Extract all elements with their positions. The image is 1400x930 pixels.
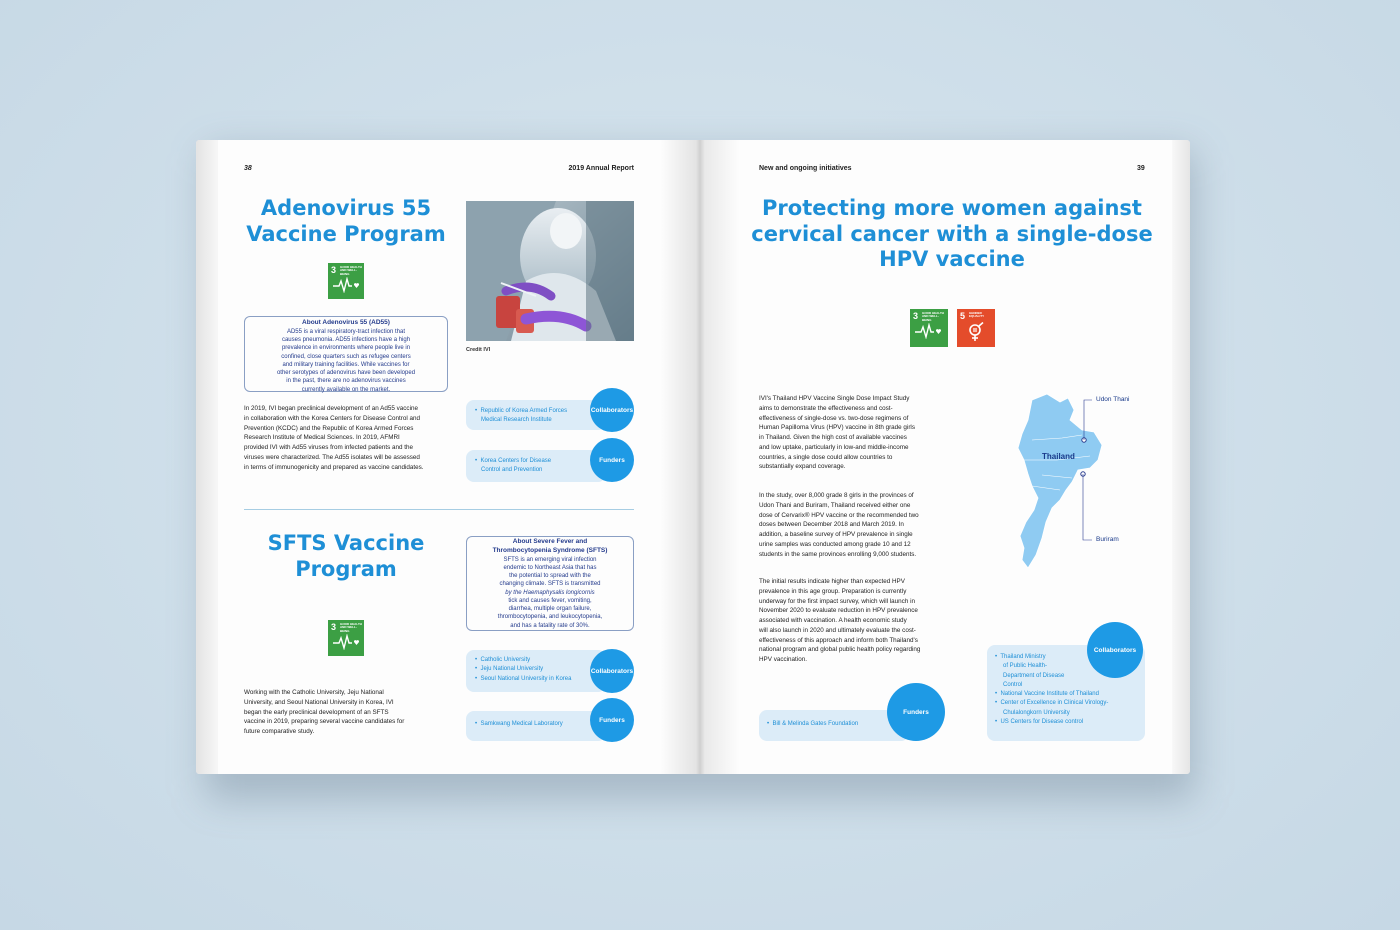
- text-line: in terms of immunogenicity and prepared as vaccine candidates.: [244, 463, 424, 471]
- sfts-title: [241, 531, 451, 582]
- list-item: • US Centers for Disease control: [995, 719, 1084, 726]
- right-page: [697, 140, 1190, 774]
- list-item-text: Catholic University: [480, 657, 531, 663]
- hpv-title: [737, 196, 1167, 273]
- sfts-funders-badge: Funders: [590, 698, 634, 742]
- map-label-buriram: Buriram: [1096, 536, 1119, 543]
- sdg-text: GOOD HEALTH AND WELL-BEING: [922, 311, 944, 322]
- text-line: and low uptake, particularly in low-and middle-income: [759, 443, 909, 451]
- list-item: • Samkwang Medical Laboratory: [475, 721, 563, 727]
- text-line: Research Institute of Medical Sciences. In 2019, AFMRI: [244, 434, 400, 442]
- list-item-text: Seoul National University in Korea: [480, 675, 572, 682]
- sfts-title-line1: SFTS Vaccine: [267, 531, 425, 555]
- list-item: • Bill & Melinda Gates Foundation: [767, 721, 859, 727]
- text-line: students in the same provinces enrolling 9,000 students.: [759, 550, 917, 558]
- text-line: November 2020 to evaluate reduction in HPV prevalence: [759, 607, 918, 615]
- lab-photo: [466, 201, 634, 341]
- text-line: confined, close quarters such as refugee centers: [281, 353, 411, 360]
- list-item: • Jeju National University: [475, 666, 544, 673]
- hpv-title-line1: Protecting more women against: [762, 196, 1142, 220]
- page-number: 39: [1137, 165, 1145, 172]
- text-line: About Severe Fever and: [512, 538, 588, 545]
- text-line: causes pneumonia. AD55 infections have a high: [281, 337, 411, 344]
- thailand-map: [1002, 390, 1132, 580]
- text-line: underway for the first impact survey, which will launch in: [759, 597, 915, 605]
- list-item: Medical Research Institute: [481, 417, 552, 424]
- text-line: The initial results indicate higher than expected HPV: [759, 578, 905, 585]
- text-line: tick and causes fever, vomiting,: [508, 597, 592, 604]
- adeno-body-text: [244, 404, 464, 472]
- text-line: in the past, there are no adenovirus vaccines: [286, 378, 406, 385]
- text-line: addition, a baseline survey of HPV prevalence in single: [759, 531, 913, 538]
- list-item: Control: [1003, 681, 1023, 688]
- about-ad55-title: About Adenovirus 55 (AD55): [302, 319, 390, 326]
- text-line: associated with vaccination. A health economic study: [759, 617, 907, 624]
- sfts-collaborators-list: [466, 650, 606, 692]
- section-divider: [244, 509, 634, 510]
- hpv-title-line3: HPV vaccine: [879, 247, 1025, 272]
- text-line: University, and Seoul National University in Korea, IVI: [244, 698, 394, 706]
- text-line: Human Papilloma Virus (HPV) vaccine in 8th grade girls: [759, 424, 915, 432]
- sdg-number: 3: [331, 622, 337, 632]
- list-item-text: US Centers for Disease control: [1000, 719, 1084, 726]
- text-line: other serotypes of adenovirus have been developed: [276, 370, 416, 377]
- sfts-funders-list: [466, 711, 606, 741]
- text-line: HPV vaccination.: [759, 656, 807, 663]
- list-item-text: Samkwang Medical Laboratory: [480, 721, 563, 727]
- list-item: • Catholic University: [475, 657, 531, 663]
- text-line: and military training facilities. While vaccines for: [282, 361, 410, 368]
- text-line: future comparative study.: [244, 728, 315, 735]
- left-page: [196, 140, 699, 774]
- text-line: countries, a single dose could allow countries to: [759, 453, 893, 461]
- text-line: in Thailand. Given the high cost of available vaccines: [759, 434, 907, 441]
- text-line: endemic to Northeast Asia that has: [503, 564, 597, 571]
- list-item: • Center of Excellence in Clinical Virology-: [995, 700, 1109, 707]
- list-item: • Seoul National University in Korea: [475, 675, 572, 682]
- list-item: Chulalongkorn University: [1003, 709, 1070, 716]
- gender-equality-icon: [962, 322, 990, 342]
- sdg-number: 3: [913, 311, 919, 321]
- photo-caption: Credit IVI: [466, 347, 491, 353]
- sfts-title-line2: Program: [295, 556, 397, 581]
- text-line: by the Haemaphysalis longicornis: [505, 589, 595, 596]
- sfts-body-text: [244, 688, 454, 737]
- list-item: • Thailand Ministry: [995, 654, 1046, 660]
- text-line: viruses were characterized. The Ad55 isolates will be assessed: [244, 453, 420, 461]
- list-item: Department of Disease: [1003, 672, 1065, 679]
- list-item: • Republic of Korea Armed Forces: [475, 408, 568, 414]
- map-country-label: Thailand: [1042, 452, 1075, 461]
- running-header: 2019 Annual Report: [568, 165, 634, 172]
- list-item-text: Center of Excellence in Clinical Virology-: [1000, 700, 1109, 707]
- about-ad55-text: [245, 328, 447, 394]
- right-page-edge: [1172, 140, 1190, 774]
- adeno-funders-badge: Funders: [590, 438, 634, 482]
- sdg-number: 5: [960, 311, 966, 321]
- map-label-udon-thani: Udon Thani: [1096, 396, 1130, 403]
- sdg-text: GENDER EQUALITY: [969, 311, 985, 319]
- text-line: Working with the Catholic University, Jeju National: [244, 689, 384, 696]
- about-sfts-text: [467, 556, 633, 630]
- text-line: currently available on the market.: [301, 386, 391, 393]
- text-line: provided IVI with Ad55 viruses from infected patients and the: [244, 444, 414, 451]
- list-item: of Public Health-: [1003, 663, 1048, 670]
- adeno-funders-list: [466, 450, 606, 482]
- page-number: 38: [244, 165, 252, 172]
- text-line: changing climate. SFTS is transmitted: [499, 581, 601, 588]
- sfts-collaborators-badge: Collaborators: [590, 649, 634, 693]
- sdg-number: 3: [331, 265, 337, 275]
- text-line: prevalence in this age group. Preparation is currently: [759, 587, 907, 595]
- list-item: • National Vaccine Institute of Thailand: [995, 691, 1099, 698]
- text-line: Udon Thani and Buriram, Thailand received either one: [759, 501, 911, 509]
- text-line: urine samples was conducted among grade 10 and 12: [759, 540, 911, 548]
- heartbeat-icon: [914, 323, 942, 339]
- sdg3-icon: [910, 309, 948, 347]
- sdg-text: GOOD HEALTH AND WELL-BEING: [340, 265, 362, 276]
- text-line: effectiveness of this approach and inform both Thailand's: [759, 636, 918, 644]
- list-item-text: Korea Centers for Disease: [480, 458, 552, 464]
- left-page-edge: [196, 140, 218, 774]
- text-line: substantially expand coverage.: [759, 463, 846, 471]
- about-sfts-box: [466, 536, 634, 631]
- hpv-paragraph-3: [759, 577, 959, 665]
- text-line: and has a fatality rate of 30%.: [510, 622, 590, 629]
- text-line: national program and global public health policy regarding: [759, 646, 921, 654]
- list-item-text: Bill & Melinda Gates Foundation: [772, 721, 859, 727]
- text-line: prevalence in environments where people live in: [281, 345, 411, 352]
- hpv-paragraph-1: [759, 394, 959, 472]
- text-line: Thrombocytopenia Syndrome (SFTS): [492, 546, 608, 554]
- text-line: In the study, over 8,000 grade 8 girls in the provinces of: [759, 492, 914, 499]
- sdg5-icon: [957, 309, 995, 347]
- adeno-title: [241, 196, 451, 247]
- text-line: doses between December 2018 and March 2019. In: [759, 521, 904, 529]
- text-line: in collaboration with the Korea Centers for Disease Control and: [244, 414, 421, 422]
- hpv-paragraph-2: [759, 491, 959, 559]
- text-line: In 2019, IVI began preclinical development of an Ad55 vaccine: [244, 405, 418, 412]
- about-ad55-box: [244, 316, 448, 392]
- sdg-text: GOOD HEALTH AND WELL-BEING: [340, 622, 362, 633]
- adeno-collaborators-list: [466, 400, 606, 430]
- list-item: • Korea Centers for Disease: [475, 458, 552, 464]
- text-line: AD55 is a viral respiratory-tract infection that: [286, 328, 406, 335]
- text-line: diarrhea, multiple organ failure,: [508, 606, 592, 613]
- list-item-text: National Vaccine Institute of Thailand: [1000, 691, 1099, 698]
- list-item-text: Thailand Ministry: [1000, 654, 1046, 660]
- text-line: began the early preclinical development of an SFTS: [244, 708, 389, 716]
- heartbeat-icon: [332, 634, 360, 650]
- hpv-collaborators-badge: Collaborators: [1087, 622, 1143, 678]
- hpv-title-line2: cervical cancer with a single-dose: [751, 221, 1153, 246]
- text-line: thrombocytopenia, and leukocytopenia,: [497, 614, 603, 621]
- list-item-text: Jeju National University: [480, 666, 544, 673]
- text-line: Prevention (KCDC) and the Republic of Korea Armed Forces: [244, 424, 414, 432]
- text-line: dose of Cervarix® HPV vaccine or the recommended two: [759, 511, 919, 519]
- list-item: Control and Prevention: [481, 467, 543, 474]
- heartbeat-icon: [332, 277, 360, 293]
- list-item-text: Republic of Korea Armed Forces: [480, 408, 568, 414]
- text-line: SFTS is an emerging viral infection: [503, 556, 597, 563]
- text-line: IVI's Thailand HPV Vaccine Single Dose Impact Study: [759, 395, 910, 402]
- text-line: the potential to spread with the: [509, 573, 591, 580]
- hpv-funders-badge: Funders: [887, 683, 945, 741]
- adeno-title-line2: Vaccine Program: [246, 221, 446, 246]
- text-line: vaccine in 2019, preparing several vaccine candidates for: [244, 718, 405, 726]
- text-line: effectiveness of single-dose vs. two-dose regimens of: [759, 414, 909, 422]
- text-line: aims to demonstrate the effectiveness and cost-: [759, 404, 893, 412]
- sdg3-icon: [328, 620, 364, 656]
- adeno-collaborators-badge: Collaborators: [590, 388, 634, 432]
- about-sfts-title: [467, 538, 633, 556]
- text-line: will also launch in 2020 and ultimately evaluate the cost-: [759, 626, 916, 634]
- adeno-title-line1: Adenovirus 55: [260, 196, 432, 220]
- running-header: New and ongoing initiatives: [759, 165, 852, 172]
- sdg3-icon: [328, 263, 364, 299]
